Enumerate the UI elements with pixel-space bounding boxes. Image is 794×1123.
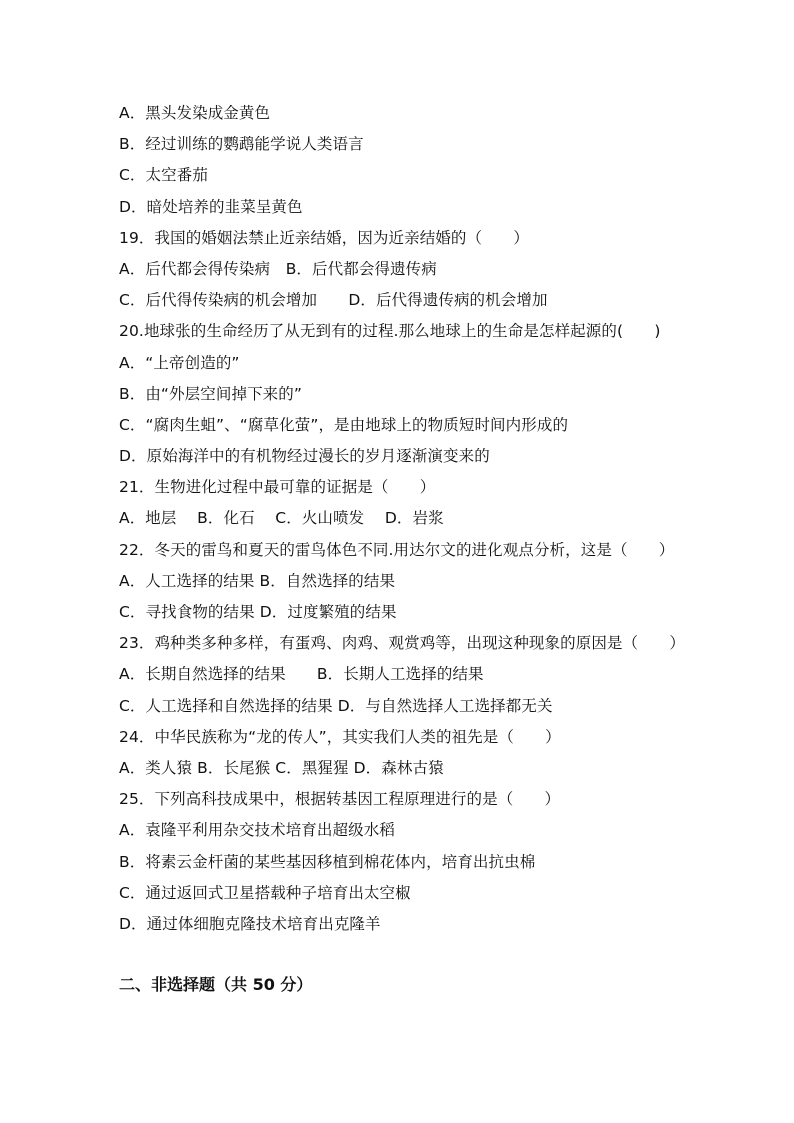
question-21: 21．生物进化过程中最可靠的证据是（ ） [119, 478, 436, 497]
option-line: A．类人猿 B．长尾猴 C．黑猩猩 D．森林古猿 [119, 758, 444, 777]
option-line: C．后代得传染病的机会增加 D．后代得遗传病的机会增加 [119, 291, 548, 310]
question-24: 24．中华民族称为“龙的传人”，其实我们人类的祖先是（ ） [119, 727, 561, 746]
option-line: A．地层 B．化石 C．火山喷发 D．岩浆 [119, 509, 444, 528]
option-line: C．“腐肉生蛆”、“腐草化萤”，是由地球上的物质短时间内形成的 [119, 415, 569, 434]
question-22: 22．冬天的雷鸟和夏天的雷鸟体色不同.用达尔文的进化观点分析，这是（ ） [119, 540, 675, 559]
option-line: A．黑头发染成金黄色 [119, 104, 271, 122]
question-25: 25．下列高科技成果中，根据转基因工程原理进行的是（ ） [119, 790, 561, 809]
option-line: B．将素云金杆菌的某些基因移植到棉花体内，培育出抗虫棉 [119, 852, 536, 871]
option-line: D．通过体细胞克隆技术培育出克隆羊 [119, 914, 381, 933]
question-23: 23．鸡种类多种多样，有蛋鸡、肉鸡、观赏鸡等，出现这种现象的原因是（ ） [119, 634, 685, 653]
option-line: C．寻找食物的结果 D．过度繁殖的结果 [119, 603, 397, 621]
option-line: A．袁隆平利用杂交技术培育出超级水稻 [119, 821, 395, 840]
question-list [119, 98, 719, 940]
option-line: D．原始海洋中的有机物经过漫长的岁月逐渐演变来的 [119, 447, 490, 466]
option-line: A．后代都会得传染病 B．后代都会得遗传病 [119, 259, 437, 278]
question-19: 19．我国的婚姻法禁止近亲结婚，因为近亲结婚的（ ） [119, 228, 529, 247]
option-line: C．人工选择和自然选择的结果 D．与自然选择人工选择都无关 [119, 696, 553, 715]
question-20: 20.地球张的生命经历了从无到有的过程.那么地球上的生命是怎样起源的( ) [119, 322, 661, 341]
option-line: C．太空番茄 [119, 166, 208, 185]
option-line: A．长期自然选择的结果 B．长期人工选择的结果 [119, 665, 484, 684]
option-line: B．经过训练的鹦鹉能学说人类语言 [119, 135, 364, 154]
option-line: A．“上帝创造的” [119, 353, 240, 372]
option-line: D．暗处培养的韭菜呈黄色 [119, 197, 303, 216]
option-line: C．通过返回式卫星搭载种子培育出太空椒 [119, 883, 411, 902]
section-heading: 二、非选择题（共 50 分） [119, 975, 313, 994]
option-line: B．由“外层空间掉下来的” [119, 384, 302, 403]
option-line: A．人工选择的结果 B．自然选择的结果 [119, 571, 396, 590]
